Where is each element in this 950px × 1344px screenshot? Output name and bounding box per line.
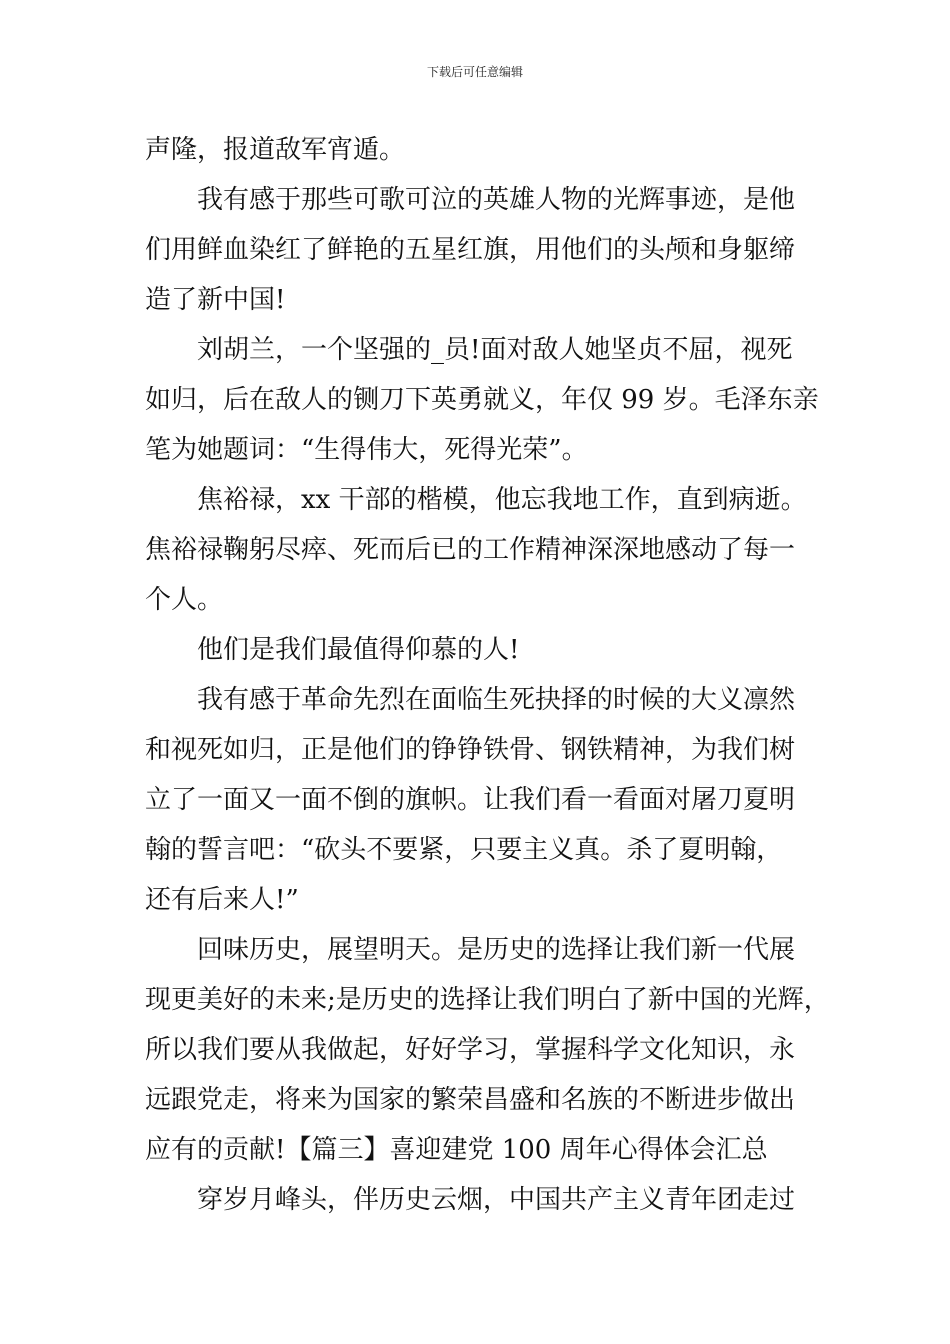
paragraph-start-line: 焦裕禄，xx 干部的楷模，他忘我地工作，直到病逝。 (197, 485, 807, 515)
paragraph-start-line: 我有感于那些可歌可泣的英雄人物的光辉事迹，是他 (197, 185, 796, 215)
paragraph-start-line: 他们是我们最值得仰慕的人! (197, 635, 520, 665)
text-line: 现更美好的未来;是历史的选择让我们明白了新中国的光辉， (145, 985, 830, 1015)
paragraph-start-line: 回味历史，展望明天。是历史的选择让我们新一代展 (197, 935, 796, 965)
text-line: 翰的誓言吧：“砍头不要紧，只要主义真。杀了夏明翰， (145, 835, 783, 865)
text-line: 应有的贡献!【篇三】喜迎建党 100 周年心得体会汇总 (145, 1135, 768, 1165)
paragraph-start-line: 穿岁月峰头，伴历史云烟，中国共产主义青年团走过 (197, 1185, 796, 1215)
document-body (145, 125, 830, 1225)
text-line: 立了一面又一面不倒的旗帜。让我们看一看面对屠刀夏明 (145, 785, 796, 815)
text-line: 造了新中国! (145, 285, 286, 315)
text-line: 个人。 (145, 585, 224, 615)
header-note: 下载后可任意编辑 (426, 65, 523, 79)
text-line: 如归，后在敌人的铡刀下英勇就义，年仅 99 岁。毛泽东亲 (145, 385, 819, 415)
paragraph-start-line: 我有感于革命先烈在面临生死抉择的时候的大义凛然 (197, 685, 796, 715)
text-line: 和视死如归，正是他们的铮铮铁骨、钢铁精神，为我们树 (145, 735, 796, 765)
text-line: 还有后来人!” (145, 885, 299, 915)
text-line: 们用鲜血染红了鲜艳的五星红旗，用他们的头颅和身躯缔 (145, 235, 796, 265)
paragraph-start-line: 刘胡兰，一个坚强的_员!面对敌人她坚贞不屈，视死 (197, 335, 793, 365)
text-line: 声隆，报道敌军宵遁。 (145, 135, 406, 165)
text-line: 所以我们要从我做起，好好学习，掌握科学文化知识，永 (145, 1035, 796, 1065)
text-line: 笔为她题词：“生得伟大，死得光荣”。 (145, 435, 588, 465)
text-line: 焦裕禄鞠躬尽瘁、死而后已的工作精神深深地感动了每一 (145, 535, 796, 565)
text-line: 远跟党走，将来为国家的繁荣昌盛和名族的不断进步做出 (145, 1085, 796, 1115)
